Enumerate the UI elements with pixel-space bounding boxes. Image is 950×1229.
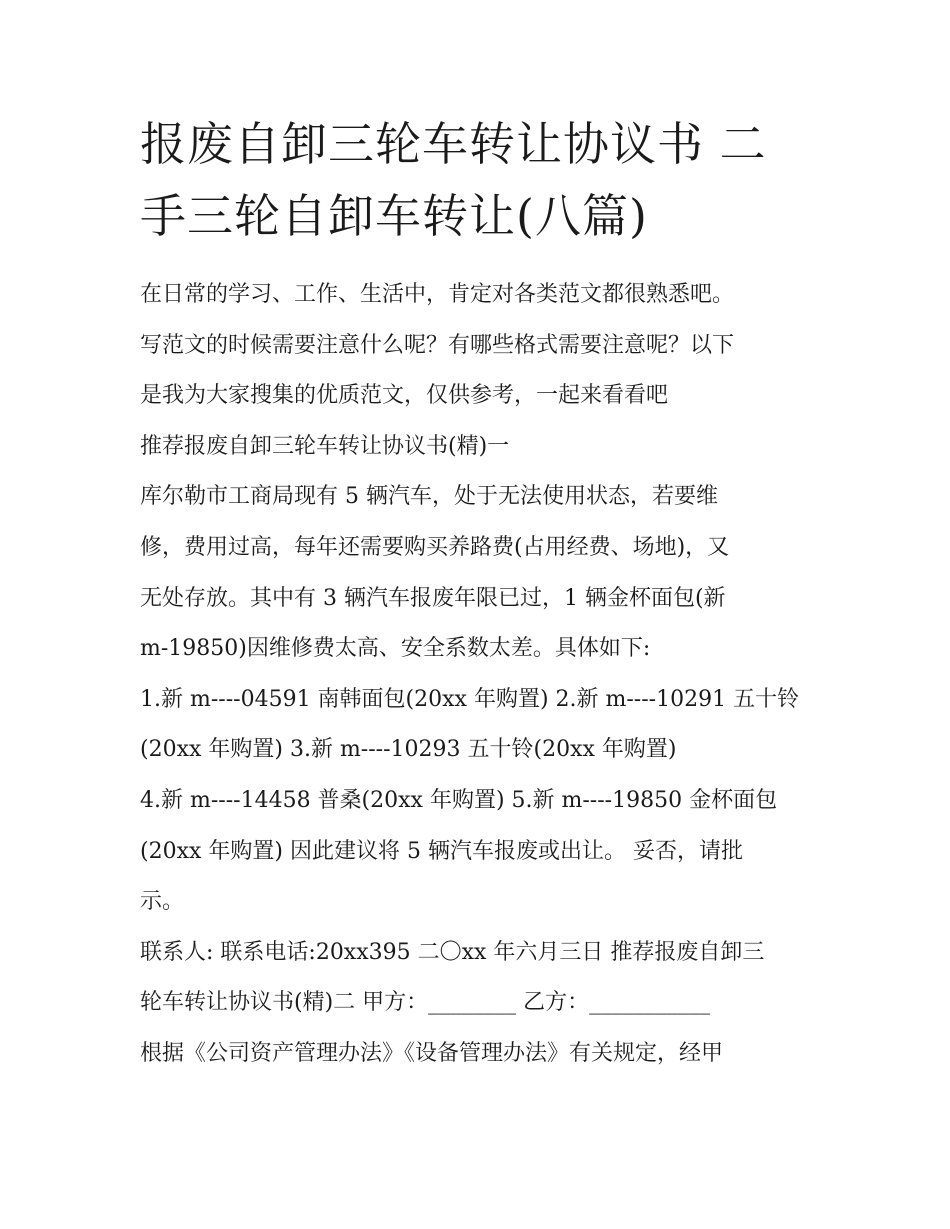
body-line: 是我为大家搜集的优质范文，仅供参考，一起来看看吧: [140, 383, 669, 409]
body-line: 根据《公司资产管理办法》《设备管理办法》有关规定，经甲: [140, 1040, 724, 1066]
body-line: 轮车转让协议书(精)二 甲方：________ 乙方：___________: [140, 990, 711, 1016]
body-line: (20xx 年购置) 因此建议将 5 辆汽车报废或出让。 妥否，请批: [140, 838, 743, 864]
body-line: (20xx 年购置) 3.新 m----10293 五十铃(20xx 年购置): [140, 737, 677, 763]
body-line: 1.新 m----04591 南韩面包(20xx 年购置) 2.新 m----10291 五十铃: [140, 686, 800, 712]
body-line: 联系人: 联系电话:20xx395 二〇xx 年六月三日 推荐报废自卸三: [140, 939, 765, 965]
document-title: [140, 108, 820, 252]
body-line: 示。: [140, 889, 185, 915]
title-line-2: 手三轮自卸车转让(八篇): [140, 189, 648, 243]
document-body: [140, 270, 820, 1080]
body-line: 写范文的时候需要注意什么呢？有哪些格式需要注意呢？以下: [140, 332, 735, 358]
body-line: 库尔勒市工商局现有 5 辆汽车，处于无法使用状态，若要维: [140, 484, 718, 510]
body-line: 4.新 m----14458 普桑(20xx 年购置) 5.新 m----19850 金杯面包: [140, 787, 778, 813]
body-line: 在日常的学习、工作、生活中，肯定对各类范文都很熟悉吧。: [140, 282, 735, 307]
body-line: m-19850)因维修费太高、安全系数太差。具体如下:: [140, 636, 651, 662]
body-line: 无处存放。其中有 3 辆汽车报废年限已过，1 辆金杯面包(新: [140, 585, 726, 611]
body-line: 推荐报废自卸三轮车转让协议书(精)一: [140, 433, 510, 459]
title-line-1: 报废自卸三轮车转让协议书 二: [140, 117, 767, 171]
body-line: 修，费用过高，每年还需要购买养路费(占用经费、场地)，又: [140, 534, 730, 560]
